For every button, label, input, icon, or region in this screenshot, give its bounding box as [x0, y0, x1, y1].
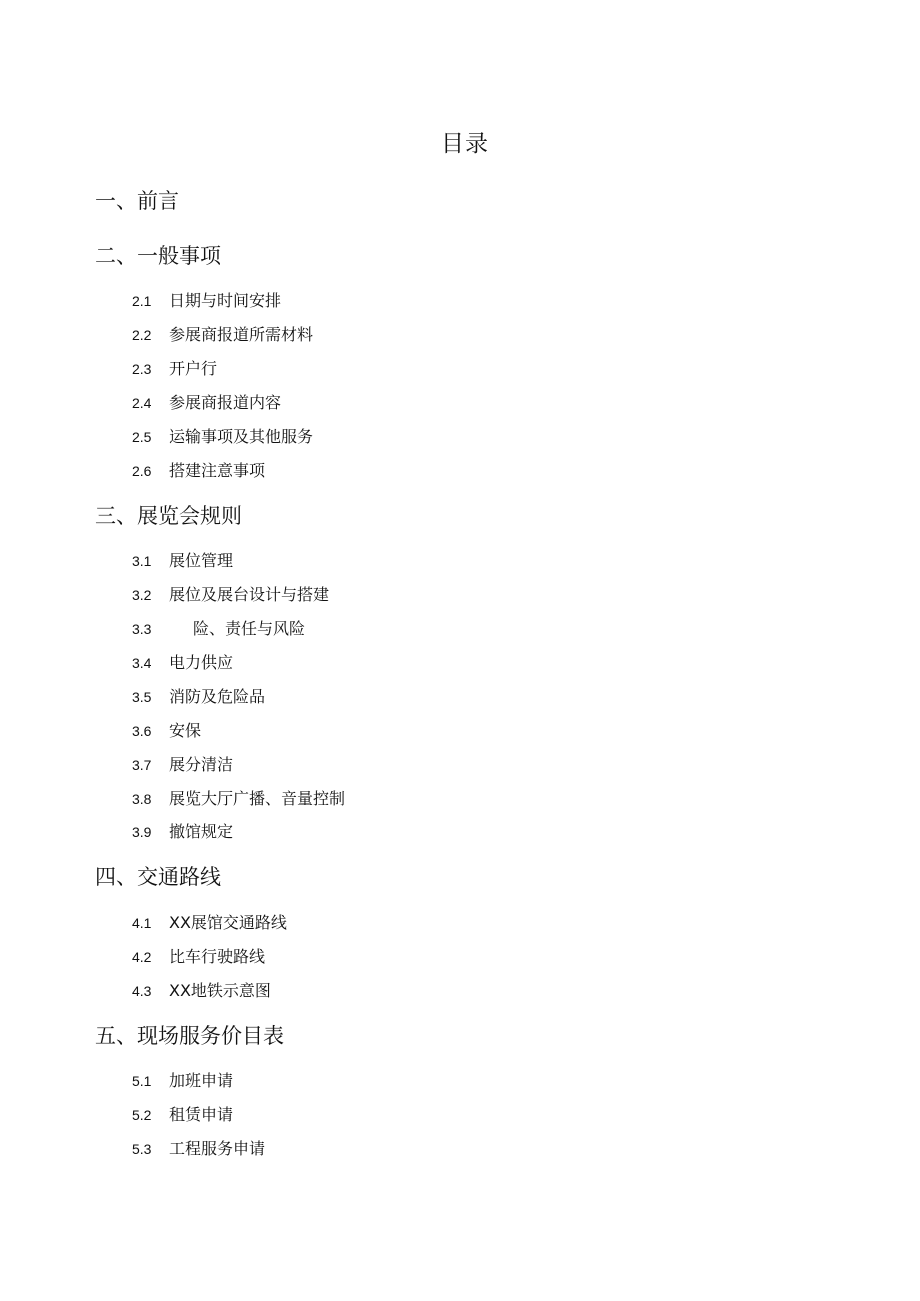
toc-item-number: 2.6: [132, 463, 152, 479]
section-heading-3: 三、展览会规则: [95, 504, 242, 528]
toc-item-label: 撤馆规定: [169, 822, 234, 841]
toc-item-number: 2.4: [132, 395, 152, 411]
toc-item-3-1: [132, 549, 233, 573]
toc-item-label: 安保: [169, 721, 202, 740]
toc-item-label: 险、责任与风险: [193, 619, 306, 638]
toc-item-label: 工程服务申请: [169, 1139, 266, 1158]
toc-item-3-2: [132, 583, 329, 607]
toc-item-number: 4.2: [132, 949, 152, 965]
toc-item-number: 3.4: [132, 655, 152, 671]
section-heading-5: 五、现场服务价目表: [95, 1024, 284, 1048]
toc-item-number: 2.1: [132, 293, 152, 309]
toc-item-label: 运输事项及其他服务: [169, 427, 314, 446]
toc-item-label: 展位管理: [169, 551, 234, 570]
toc-item-2-5: [132, 425, 313, 449]
toc-item-2-1: [132, 289, 281, 313]
toc-item-number: 3.6: [132, 723, 152, 739]
toc-item-5-1: [132, 1069, 233, 1093]
toc-item-4-2: [132, 945, 265, 969]
toc-item-2-6: [132, 459, 265, 483]
toc-item-number: 5.3: [132, 1141, 152, 1157]
toc-item-3-9: [132, 820, 233, 844]
toc-item-4-3: [132, 979, 271, 1003]
toc-item-label: 开户行: [169, 359, 218, 378]
toc-item-number: 2.2: [132, 327, 152, 343]
toc-item-3-4: [132, 651, 233, 675]
toc-item-number: 3.1: [132, 553, 152, 569]
toc-item-label: XX展馆交通路线: [169, 913, 287, 932]
toc-item-label: 参展商报道内容: [169, 393, 282, 412]
toc-item-number: 3.9: [132, 824, 152, 840]
toc-item-4-1: [132, 911, 287, 935]
toc-item-label: 搭建注意事项: [169, 461, 266, 480]
toc-item-number: 3.2: [132, 587, 152, 603]
toc-item-2-4: [132, 391, 281, 415]
toc-item-3-6: [132, 719, 201, 743]
toc-item-5-2: [132, 1103, 233, 1127]
toc-item-number: 2.3: [132, 361, 152, 377]
toc-item-label: 展分清洁: [169, 755, 234, 774]
toc-item-number: 4.3: [132, 983, 152, 999]
toc-item-2-2: [132, 323, 313, 347]
toc-item-3-3: [132, 617, 305, 641]
toc-title: 目录: [441, 131, 489, 157]
toc-item-number: 2.5: [132, 429, 152, 445]
toc-item-label: 消防及危险品: [169, 687, 266, 706]
toc-item-label: 展览大厅广播、音量控制: [169, 789, 346, 808]
toc-item-3-7: [132, 753, 233, 777]
toc-item-label: XX地铁示意图: [169, 981, 271, 1000]
toc-item-label: 加班申请: [169, 1071, 234, 1090]
toc-item-3-8: [132, 787, 345, 811]
toc-item-number: 5.2: [132, 1107, 152, 1123]
section-heading-1: 一、前言: [95, 189, 179, 213]
toc-item-5-3: [132, 1137, 265, 1161]
toc-item-label: 展位及展台设计与搭建: [169, 585, 330, 604]
toc-item-2-3: [132, 357, 217, 381]
toc-item-label: 租赁申请: [169, 1105, 234, 1124]
toc-item-number: 4.1: [132, 915, 152, 931]
toc-item-number: 5.1: [132, 1073, 152, 1089]
toc-item-label: 比车行驶路线: [169, 947, 266, 966]
toc-item-number: 3.7: [132, 757, 152, 773]
toc-item-number: 3.8: [132, 791, 152, 807]
toc-item-label: 电力供应: [169, 653, 234, 672]
toc-item-label: 参展商报道所需材料: [169, 325, 314, 344]
toc-item-label: 日期与时间安排: [169, 291, 282, 310]
toc-item-number: 3.5: [132, 689, 152, 705]
toc-item-3-5: [132, 685, 265, 709]
section-heading-2: 二、一般事项: [95, 244, 221, 268]
section-heading-4: 四、交通路线: [95, 865, 221, 889]
toc-item-number: 3.3: [132, 621, 152, 637]
